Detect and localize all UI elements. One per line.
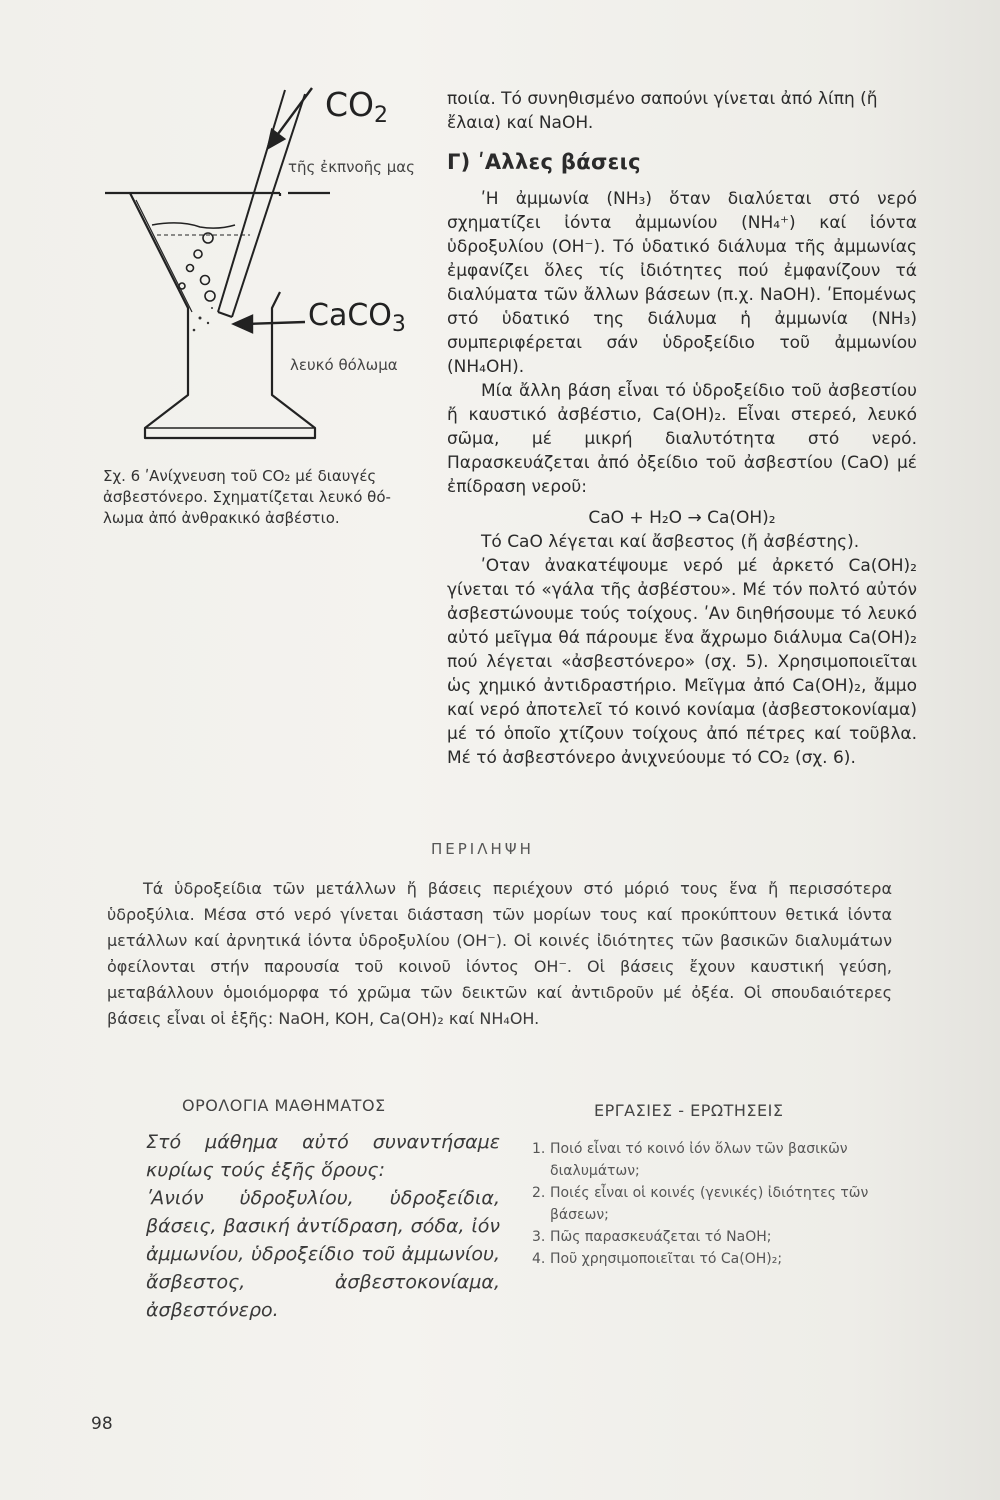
caco3-label: CaCO$_3$ [308, 298, 406, 337]
page-number: 98 [91, 1414, 113, 1434]
questions-list [532, 1138, 922, 1270]
exhalation-label: τῆς ἐκπνοῆς μας [288, 158, 415, 176]
intro-line: ἔλαια) καί NaOH. [447, 113, 594, 133]
section-heading: Γ) ʹΑλλες βάσεις [447, 150, 641, 174]
question-item: 2. Ποιές εἶναι οἱ κοινές (γενικές) ἰδιότητες τῶν βάσεων; [532, 1185, 869, 1223]
paragraph-calcium-hydroxide: Μία ἄλλη βάση εἶναι τό ὑδροξείδιο τοῦ ἀσβεστίου ἤ καυστικό ἀσβέστιο, Ca(OH)₂. Εἶναι στερεό, λευκό σῶμα, μέ μικρή διαλυτότητα στό νερό. Παρασκευάζεται ἀπό ὀξείδιο τοῦ ἀσβεστίου (CaO) μέ ἐπίδραση νεροῦ: [447, 381, 917, 497]
terms-box [146, 1128, 500, 1324]
summary [107, 876, 892, 1032]
terms-list: ʹΑνιόν ὑδροξυλίου, ὑδροξείδια, βάσεις, βασική ἀντίδραση, σόδα, ἰόν ἀμμωνίου, ὑδροξείδιο τοῦ ἀμμωνίου, ἄσβεστος, ἀσβεστοκονίαμα, ἀσβεστόνερο. [146, 1187, 500, 1321]
intro-line: ποιία. Τό συνηθισμένο σαπούνι γίνεται ἀπό λίπη (ἤ [447, 89, 878, 109]
figure-co2-detection [100, 60, 450, 480]
beaker-diagram [100, 60, 450, 480]
terms-intro: Στό μάθημα αὐτό συναντήσαμε κυρίως τούς ἑξῆς ὅρους: [146, 1131, 500, 1181]
terms-title: ΟΡΟΛΟΓΙΑ ΜΑΘΗΜΑΤΟΣ [182, 1096, 386, 1115]
question-item: 4. Ποῦ χρησιμοποιεῖται τό Ca(OH)₂; [532, 1251, 783, 1267]
caption-line: λωμα ἀπό ἀνθρακικό ἀσβέστιο. [103, 509, 340, 527]
questions-title: ΕΡΓΑΣΙΕΣ - ΕΡΩΤΗΣΕΙΣ [594, 1101, 784, 1120]
summary-text: Τά ὑδροξείδια τῶν μετάλλων ἤ βάσεις περιέχουν στό μόριό τους ἕνα ἤ περισσότερα ὑδροξύλια. Μέσα στό νερό γίνεται διάσταση τῶν μορίων τους καί προκύπτουν θετικά ἰόντα μετάλλων καί ἀρνητικά ἰόντα ὑδροξυλίου (OH⁻). Οἱ κοινές ἰδιότητες τῶν βασικῶν διαλυμάτων ὀφείλονται στήν παρουσία τοῦ κοινοῦ ἰόντος OH⁻. Οἱ βάσεις ἔχουν καυστική γεύση, μεταβάλλουν ὁμοιόμορφα τό χρῶμα τῶν δεικτῶν καί ἀντιδροῦν μέ ὀξέα. Οἱ σπουδαιότερες βάσεις εἶναι οἱ ἑξῆς: NaOH, KOH, Ca(OH)₂ καί NH₄OH. [107, 879, 892, 1028]
chemical-equation: CaO + H₂O → Ca(OH)₂ [588, 508, 776, 528]
caption-line: ἀσβεστόνερο. Σχηματίζεται λευκό θό- [103, 488, 391, 506]
summary-title: ΠΕΡΙΛΗΨΗ [431, 840, 534, 858]
paragraph-limewater: ʹΟταν ἀνακατέψουμε νερό μέ ἀρκετό Ca(OH)₂ γίνεται τό «γάλα τῆς ἀσβέστου». Μέ τόν πολτό αὐτόν ἀσβεστώνουμε τούς τοίχους. ʹΑν διηθήσουμε τό λευκό αὐτό μεῖγμα θά πάρουμε ἕνα ἄχρωμο διάλυμα Ca(OH)₂ πού λέγεται «ἀσβεστόνερο» (σχ. 5). Χρησιμοποιεῖται ὡς χημικό ἀντιδραστήριο. Μεῖγμα ἀπό Ca(OH)₂, ἄμμο καί νερό ἀποτελεῖ τό κοινό κονίαμα (ἀσβεστοκονίαμα) μέ τό ὁποῖο χτίζουν τοίχους ἀπό πέτρες καί τοῦβλα. Μέ τό ἀσβεστόνερο ἀνιχνεύουμε τό CO₂ (σχ. 6). [447, 556, 917, 768]
paragraph-quicklime: Τό CaO λέγεται καί ἄσβεστος (ἤ ἀσβέστης). [481, 532, 860, 552]
co2-label: $CO_2$ [325, 85, 389, 128]
main-column [447, 87, 917, 770]
question-item: 3. Πῶς παρασκευάζεται τό NaOH; [532, 1229, 772, 1245]
caption-line: Σχ. 6 ʹΑνίχνευση τοῦ CO₂ μέ διαυγές [103, 467, 377, 485]
paragraph-ammonia: ʹΗ ἀμμωνία (NH₃) ὅταν διαλύεται στό νερό σχηματίζει ἰόντα ἀμμωνίου (NH₄⁺) καί ἰόντα ὑδροξυλίου (OH⁻). Τό ὑδατικό διάλυμα τῆς ἀμμωνίας ἐμφανίζει ὅλες τίς ἰδιότητες πού ἐμφανίζουν τά διαλύματα τῶν ἄλλων βάσεων (π.χ. NaOH). ʹΕπομένως στό ὑδατικό της διάλυμα ἡ ἀμμωνία (NH₃) συμπεριφέρεται σάν ὑδροξείδιο τοῦ ἀμμωνίου (NH₄OH). [447, 189, 917, 377]
figure-caption [103, 466, 433, 529]
precipitate-label: λευκό θόλωμα [290, 356, 398, 374]
question-item: 1. Ποιό εἶναι τό κοινό ἰόν ὅλων τῶν βασικῶν διαλυμάτων; [532, 1141, 848, 1179]
